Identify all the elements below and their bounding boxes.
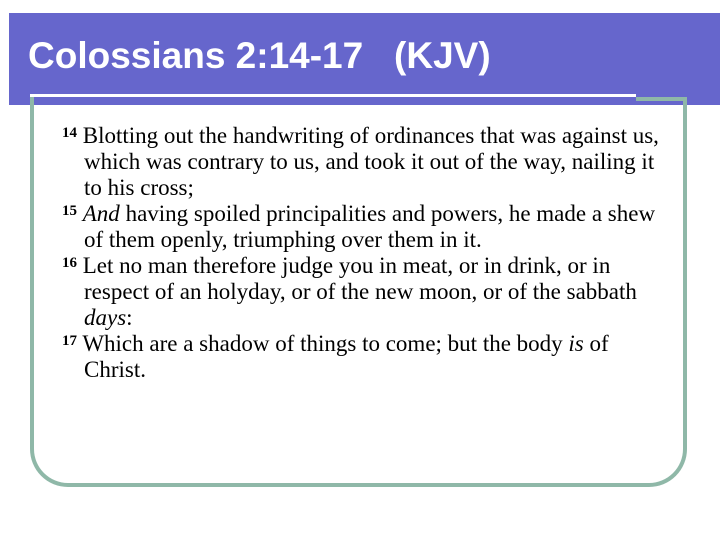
verse-text: Which are a shadow of things to come; but the body	[77, 331, 569, 356]
verse-number: 14	[62, 125, 77, 141]
verse-text: Let no man therefore judge you in meat, or in drink, or in respect of an holyday, or of the new moon, or of the sabbath	[77, 253, 637, 304]
verse-italic-text: And	[82, 201, 120, 226]
verse-number: 16	[62, 255, 77, 271]
verse-17	[62, 331, 672, 383]
frame-top-edge	[636, 97, 683, 101]
verse-italic-text: is	[568, 331, 584, 356]
verse-text: :	[126, 305, 133, 330]
verse-number: 15	[62, 203, 77, 219]
verse-text: having spoiled principalities and powers, he made a shew of them openly, triumphing over them in it.	[84, 201, 656, 252]
verse-text: Blotting out the handwriting of ordinances that was against us, which was contrary to us, and took it out of the way, nailing it to his cross;	[77, 123, 659, 200]
verse-16	[62, 253, 672, 331]
verse-text: of Christ.	[84, 331, 609, 382]
slide-title: Colossians 2:14-17 (KJV)	[28, 35, 491, 76]
verse-14	[62, 123, 672, 201]
verse-number: 17	[62, 333, 77, 349]
verse-italic-text: days	[84, 305, 127, 330]
verse-15	[62, 201, 672, 253]
scripture-passage	[62, 123, 672, 383]
